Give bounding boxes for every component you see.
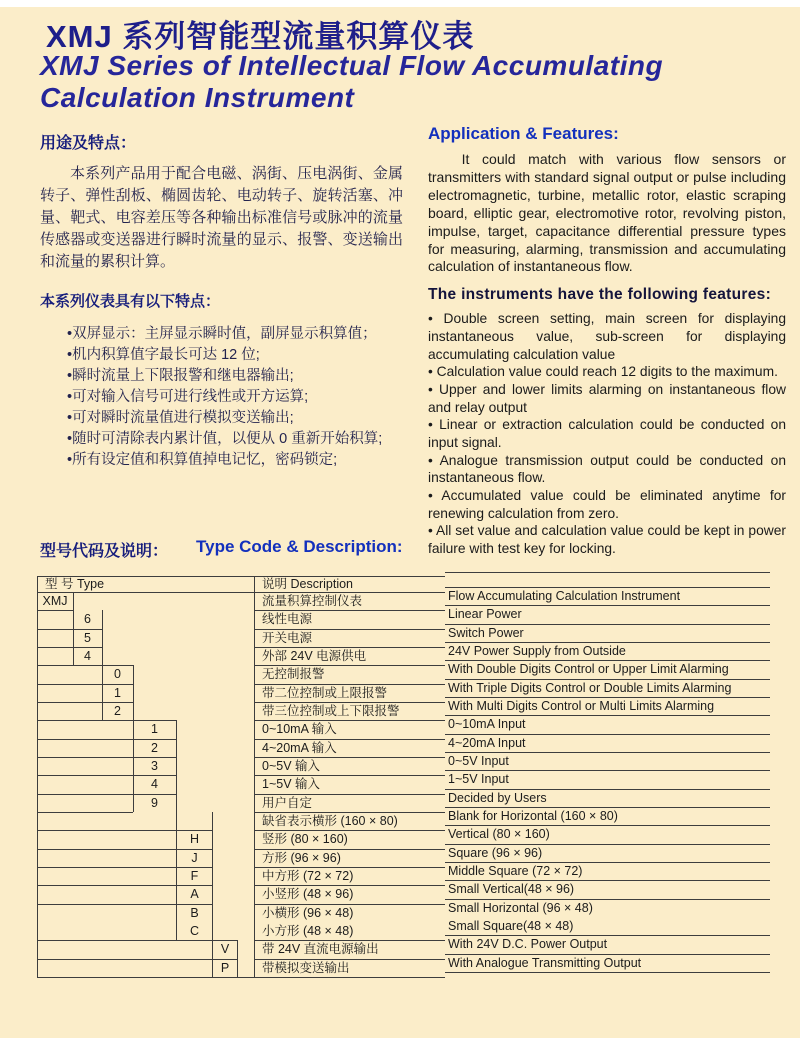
table-cell-code: 9 (151, 795, 158, 810)
table-cell-description-zh: 1~5V 输入 (262, 777, 321, 792)
table-rule-horizontal (37, 959, 237, 960)
table-header-type: 型 号 Type (45, 577, 105, 591)
table-cell-description-en: Switch Power (448, 625, 524, 640)
type-code-heading-en: Type Code & Description: (196, 537, 403, 556)
table-cell-code: F (190, 869, 199, 883)
table-cell-description-zh: 带 24V 直流电源输出 (262, 942, 379, 957)
table-cell-description-en: Vertical (80 × 160) (448, 827, 550, 842)
table-cell-description-zh: 0~10mA 输入 (262, 722, 337, 737)
features-heading-zh: 本系列仪表具有以下特点： (40, 293, 221, 311)
table-cell-description-zh: 中方形 (72 × 72) (262, 869, 354, 883)
type-code-table (37, 576, 770, 977)
table-cell-description-en: With 24V D.C. Power Output (448, 937, 608, 952)
table-cell-description-en: 24V Power Supply from Outside (448, 644, 626, 658)
table-cell-code: V (220, 942, 230, 957)
table-cell-description-zh: 带二位控制或上限报警 (262, 685, 388, 700)
table-cell-code: B (190, 905, 199, 920)
application-paragraph-zh: 本系列产品用于配合电磁、涡街、压电涡街、金属转子、弹性刮板、椭圆齿轮、电动转子、旋转活塞、冲量、靶式、电容差压等各种输出标准信号或脉冲的流量传感器或变送器进行瞬时流量的显示、报警、变送输出和流量的累积计算。 (40, 165, 403, 271)
table-cell-description-en: With Double Digits Control or Upper Limit Alarming (448, 662, 729, 677)
table-rule-horizontal (445, 972, 770, 973)
table-rule-horizontal (37, 610, 73, 611)
table-cell-description-en: Flow Accumulating Calculation Instrument (448, 589, 681, 603)
table-cell-description-zh: 小竖形 (48 × 96) (262, 887, 354, 902)
table-cell-description-en: With Multi Digits Control or Multi Limits Alarming (448, 699, 715, 713)
bullet-item: •可对瞬时流量值进行模拟变送输出; (67, 410, 294, 427)
bullet-item: • Accumulated value could be eliminated anytime for renewing calculation from zero. (428, 487, 786, 521)
bullet-item: •所有设定值和积算值掉电记忆，密码锁定; (67, 452, 338, 469)
table-cell-description-en: Small Horizontal (96 × 48) (448, 900, 593, 915)
bullet-item: •可对输入信号可进行线性或开方运算; (67, 389, 309, 406)
application-heading-zh: 用途及特点： (40, 135, 137, 152)
table-cell-code: C (189, 924, 200, 938)
table-cell-description-en: 0~10mA Input (448, 717, 526, 732)
table-cell-description-en: 0~5V Input (448, 754, 509, 768)
features-list-en (428, 310, 786, 557)
table-cell-description-en: Small Vertical(48 × 96) (448, 882, 575, 897)
table-cell-code: 3 (151, 759, 158, 773)
table-cell-code: 5 (84, 630, 91, 645)
table-cell-description-en: 4~20mA Input (448, 735, 526, 750)
bullet-item: • Linear or extraction calculation could be conducted on input signal. (428, 417, 786, 450)
table-cell-description-zh: 流量积算控制仪表 (262, 594, 363, 608)
table-cell-description-zh: 带模拟变送输出 (262, 960, 350, 975)
table-cell-description-zh: 0~5V 输入 (262, 759, 321, 773)
table-rule-vertical (237, 940, 238, 977)
table-cell-code: XMJ (42, 594, 68, 608)
table-cell-description-zh: 方形 (96 × 96) (262, 850, 341, 865)
table-cell-description-en: Square (96 × 96) (448, 845, 543, 860)
table-cell-description-en: Middle Square (72 × 72) (448, 864, 583, 878)
table-cell-code: J (191, 850, 198, 865)
table-rule-horizontal (445, 572, 770, 573)
table-cell-description-zh: 缺省表示横形 (160 × 80) (262, 814, 398, 828)
table-cell-description-zh: 外部 24V 电源供电 (262, 649, 367, 663)
table-header-description: 说明 Description (262, 577, 353, 591)
table-cell-code: 6 (84, 612, 91, 627)
type-code-heading-zh: 型号代码及说明： (40, 543, 169, 560)
bullet-item: • Upper and lower limits alarming on instantaneous flow and relay output (428, 381, 786, 415)
table-rule-vertical (37, 576, 38, 977)
table-cell-description-zh: 带三位控制或上下限报警 (262, 704, 400, 718)
table-cell-description-zh: 用户自定 (262, 795, 313, 810)
table-cell-code: P (220, 960, 230, 975)
bullet-item: •机内积算值字最长可达 12 位; (67, 347, 260, 364)
table-cell-description-zh: 开关电源 (262, 630, 313, 645)
table-cell-code: 4 (151, 777, 158, 792)
application-heading-en: Application & Features: (428, 124, 619, 143)
english-column (428, 124, 786, 558)
bullet-item: • Calculation value could reach 12 digits to the maximum. (428, 364, 778, 380)
page-title-english-line1: XMJ Series of Intellectual Flow Accumulating (40, 50, 664, 81)
table-cell-description-zh: 小横形 (96 × 48) (262, 905, 354, 920)
table-cell-code: 0 (114, 667, 121, 682)
bullet-item: •瞬时流量上下限报警和继电器输出; (67, 368, 294, 385)
table-rule-vertical (254, 576, 255, 977)
table-cell-description-zh: 无控制报警 (262, 667, 325, 682)
table-rule-horizontal (37, 940, 237, 941)
table-cell-description-en: Linear Power (448, 607, 522, 622)
page-title-english (40, 50, 663, 115)
table-cell-code: A (190, 887, 199, 902)
table-cell-code: 1 (151, 722, 158, 737)
bullet-item: •双屏显示：主屏显示瞬时值，副屏显示积算值； (67, 326, 377, 343)
table-cell-code: 2 (151, 740, 158, 755)
table-cell-description-zh: 4~20mA 输入 (262, 740, 337, 755)
table-cell-description-en: With Analogue Transmitting Output (448, 955, 642, 970)
table-cell-description-en: Decided by Users (448, 790, 547, 805)
chinese-column (40, 130, 403, 471)
table-cell-code: H (189, 832, 200, 847)
page-title-english-line2: Calculation Instrument (40, 82, 355, 114)
application-paragraph-en: It could match with various flow sensors or transmitters with standard signal output or pulse including electromagnetic, turbine, metallic rotor, elastic scraping board, elliptic gear, electromotive rotor, revolving piston, impulse, target, capacitance differential pressure types for measuring, alarming, transmission and accumulating calculation of instantaneous flow. (428, 151, 786, 275)
page-title-chinese: XMJ 系列智能型流量积算仪表 (46, 19, 475, 54)
features-heading-en: The instruments have the following features: (428, 286, 772, 304)
table-cell-description-zh: 竖形 (80 × 160) (262, 832, 348, 847)
scan-top-edge (0, 0, 800, 7)
table-cell-description-en: Blank for Horizontal (160 × 80) (448, 809, 618, 823)
bullet-item: • Double screen setting, main screen for displaying instantaneous value, sub-screen for displaying accumulating calculation value (428, 311, 786, 362)
table-rule-horizontal (37, 977, 445, 978)
features-list-zh (67, 324, 403, 471)
table-cell-description-en: 1~5V Input (448, 772, 509, 787)
table-cell-description-en: Small Square(48 × 48) (448, 919, 574, 933)
bullet-item: • Analogue transmission output could be conducted on instantaneous flow. (428, 452, 786, 486)
table-cell-description-zh: 小方形 (48 × 48) (262, 924, 354, 938)
table-cell-code: 1 (114, 685, 121, 700)
bullet-item: • All set value and calculation value could be kept in power failure with test key for locking. (428, 523, 786, 556)
bullet-item: •随时可清除表内累计值，以便从 0 重新开始积算; (67, 431, 383, 448)
table-cell-code: 4 (84, 649, 91, 663)
table-cell-code: 2 (114, 704, 121, 718)
table-rule-horizontal (37, 812, 133, 813)
table-cell-description-zh: 线性电源 (262, 612, 313, 627)
table-cell-description-en: With Triple Digits Control or Double Limits Alarming (448, 680, 732, 695)
